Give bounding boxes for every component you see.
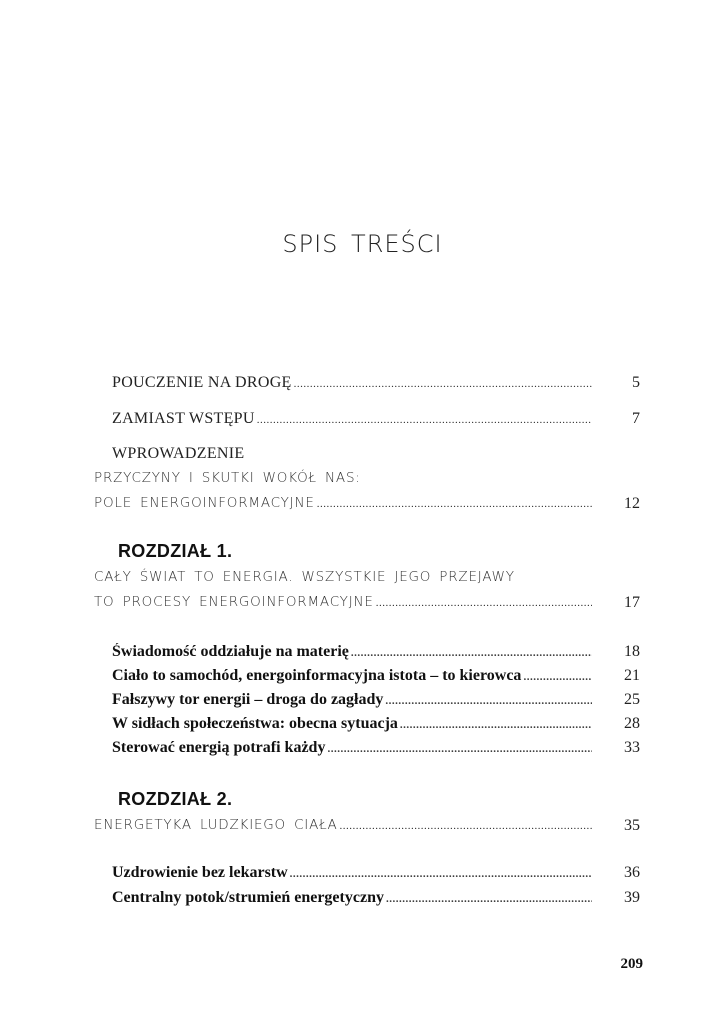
leader-dots <box>386 893 592 905</box>
toc-entry-title: ZAMIAST WSTĘPU <box>112 410 255 427</box>
toc-page-number: 28 <box>624 715 640 732</box>
toc-intro-line <box>0 470 725 494</box>
toc-entry <box>0 374 725 398</box>
toc-section-title: Uzdrowienie bez lekarstw <box>112 864 288 881</box>
toc-section-title: Centralny potok/strumień energetyczny <box>112 889 384 906</box>
toc-section-title: Sterować energią potrafi każdy <box>112 739 326 756</box>
leader-dots <box>385 695 592 707</box>
leader-dots <box>376 597 592 609</box>
leader-dots <box>290 868 592 880</box>
toc-section-title: Ciało to samochód, energoinformacyjna istota – to kierowca <box>112 667 522 684</box>
toc-page-number: 39 <box>624 889 640 906</box>
toc-section-entry <box>0 691 725 715</box>
folio-page-number: 209 <box>620 956 643 972</box>
toc-page-number: 7 <box>632 410 640 427</box>
toc-entry <box>0 594 725 618</box>
toc-page-number: 18 <box>624 643 640 660</box>
toc-intro-label-row <box>0 445 725 469</box>
toc-section-entry <box>0 715 725 739</box>
toc-entry-title: ENERGETYKA LUDZKIEGO CIAŁA <box>94 817 338 833</box>
toc-intro-subtitle: PRZYCZYNY I SKUTKI WOKÓŁ NAS: <box>94 470 361 486</box>
toc-entry-title: POUCZENIE NA DROGĘ <box>112 374 292 391</box>
leader-dots <box>351 647 592 659</box>
chapter-heading: ROZDZIAŁ 2. <box>118 789 233 809</box>
toc-section-entry <box>0 739 725 763</box>
toc-section-title: Fałszywy tor energii – droga do zagłady <box>112 691 384 708</box>
toc-entry-title: TO PROCESY ENERGOINFORMACYJNE <box>94 594 374 610</box>
toc-page-number: 21 <box>624 667 640 684</box>
leader-dots <box>327 743 592 755</box>
toc-page-number: 33 <box>624 739 640 756</box>
leader-dots <box>317 498 592 510</box>
toc-intro-label: WPROWADZENIE <box>112 445 245 462</box>
toc-section-entry <box>0 864 725 888</box>
toc-page-number: 5 <box>632 374 640 391</box>
toc-entry <box>0 410 725 434</box>
toc-section-entry <box>0 667 725 691</box>
toc-section-entry <box>0 643 725 667</box>
chapter-title: CAŁY ŚWIAT TO ENERGIA. WSZYSTKIE JEGO PRZEJAWY <box>94 569 515 585</box>
leader-dots <box>340 820 592 832</box>
chapter-heading: ROZDZIAŁ 1. <box>118 541 233 561</box>
toc-section-entry <box>0 889 725 913</box>
toc-page-number: 36 <box>624 864 640 881</box>
leader-dots <box>294 378 592 390</box>
chapter-title-line <box>0 569 725 593</box>
toc-section-title: W sidłach społeczeństwa: obecna sytuacja <box>112 715 398 732</box>
toc-entry-title: POLE ENERGOINFORMACYJNE <box>94 495 315 511</box>
toc-entry <box>0 495 725 519</box>
leader-dots <box>257 414 592 426</box>
toc-entry <box>0 817 725 841</box>
toc-page-number: 17 <box>624 594 640 611</box>
leader-dots <box>400 719 592 731</box>
toc-section-title: Świadomość oddziałuje na materię <box>112 643 349 660</box>
toc-page-number: 12 <box>624 495 640 512</box>
toc-page-number: 35 <box>624 817 640 834</box>
leader-dots <box>523 671 592 683</box>
toc-page-number: 25 <box>624 691 640 708</box>
page-title: SPIS TREŚCI <box>282 230 443 258</box>
